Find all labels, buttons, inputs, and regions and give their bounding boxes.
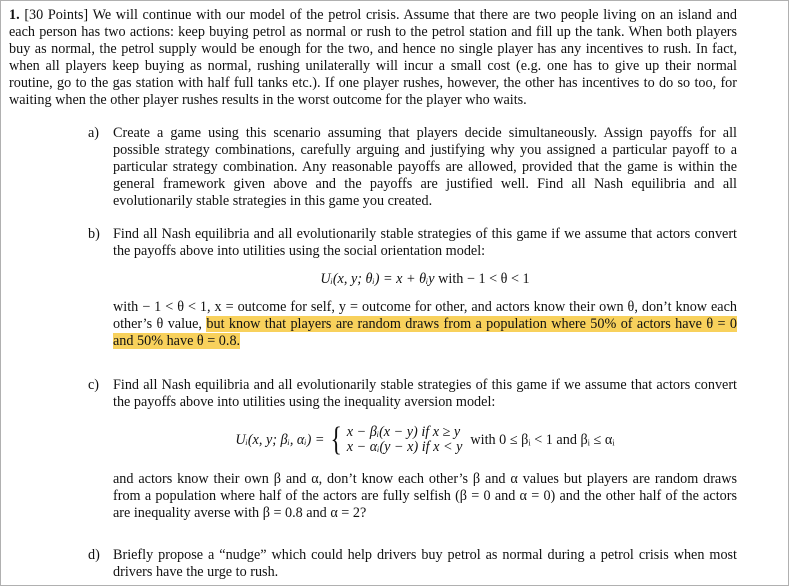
equation-cases bbox=[347, 425, 463, 455]
part-d-label: d) bbox=[88, 547, 100, 563]
part-b-after bbox=[113, 299, 737, 350]
part-c-text: Find all Nash equilibria and all evolutionarily stable strategies of this game if we assume that actors convert the payoffs above into utilities using the inequality aversion model: bbox=[113, 377, 737, 410]
part-b bbox=[88, 226, 737, 350]
equation-utility: Uᵢ(x, y; θᵢ) = x + θᵢy bbox=[320, 271, 435, 287]
brace-glyph: { bbox=[330, 421, 343, 458]
equation-condition: with − 1 < θ < 1 bbox=[438, 271, 530, 287]
equation-case-2: x − αᵢ(y − x) if x < y bbox=[346, 439, 463, 455]
part-d bbox=[88, 547, 737, 581]
part-d-text: Briefly propose a “nudge” which could help drivers buy petrol as normal during a petrol crisis when most drivers have the urge to rush. bbox=[113, 547, 737, 580]
part-b-text: Find all Nash equilibria and all evolutionarily stable strategies of this game if we assume that actors convert the payoffs above into utilities using the social orientation model: bbox=[113, 226, 737, 259]
part-b-label: b) bbox=[88, 226, 100, 242]
question-number: 1. bbox=[9, 7, 20, 23]
equation-condition: with 0 ≤ βᵢ < 1 and βᵢ ≤ αᵢ bbox=[470, 431, 615, 448]
part-a-label: a) bbox=[88, 125, 100, 141]
inequality-aversion-equation bbox=[113, 423, 737, 457]
highlighted-text: but know that players are random draws from a population where 50% of actors have θ = 0 and 50% have θ = 0.8. bbox=[113, 316, 737, 349]
part-a bbox=[88, 125, 737, 210]
question-intro-text: We will continue with our model of the petrol crisis. Assume that there are two people living on an island and each person has two actions: keep buying petrol as normal or rush to the petrol station and fill up the tank. When both players buy as normal, the petrol supply would be enough for the two, and hence no single player has any incentives to rush. In fact, when all players keep buying as normal, rushing unilaterally will incur a small cost (e.g. one has to give up their normal routine, go to the gas station with half full tanks etc.). If one player rushes, however, the other has incentives to do so too, for waiting when the other player rushes results in the worst outcome for the player who waits. bbox=[9, 7, 738, 108]
question-intro bbox=[9, 7, 737, 109]
social-orientation-equation bbox=[113, 271, 737, 288]
part-c-after: and actors know their own β and α, don’t know each other’s β and α values but players are random draws from a population where half of the actors are fully selfish (β = 0 and α = 0) and the other half of the actors are inequality averse with β = 0.8 and α = 2? bbox=[113, 471, 737, 521]
part-c bbox=[88, 377, 737, 522]
part-c-label: c) bbox=[88, 377, 100, 393]
equation-lhs: Uᵢ(x, y; βᵢ, αᵢ) = bbox=[235, 431, 325, 448]
equation-case-1: x − βᵢ(x − y) if x ≥ y bbox=[346, 424, 461, 440]
question-points: [30 Points] bbox=[24, 7, 89, 23]
part-b-after-plain: with − 1 < θ < 1, x = outcome for self, y = outcome for other, and actors know their own θ, don’t know each other’s θ value, bbox=[113, 299, 737, 332]
part-a-text: Create a game using this scenario assuming that players decide simultaneously. Assign payoffs for all possible strategy combinations, carefully arguing and justifying why you assigned a particular payoff to a particular strategy combination. Any reasonable payoffs are allowed, provided that the game is within the general framework given above and the payoffs are justified well. Find all Nash equilibria and all evolutionarily stable strategies in this game you created. bbox=[113, 125, 737, 209]
